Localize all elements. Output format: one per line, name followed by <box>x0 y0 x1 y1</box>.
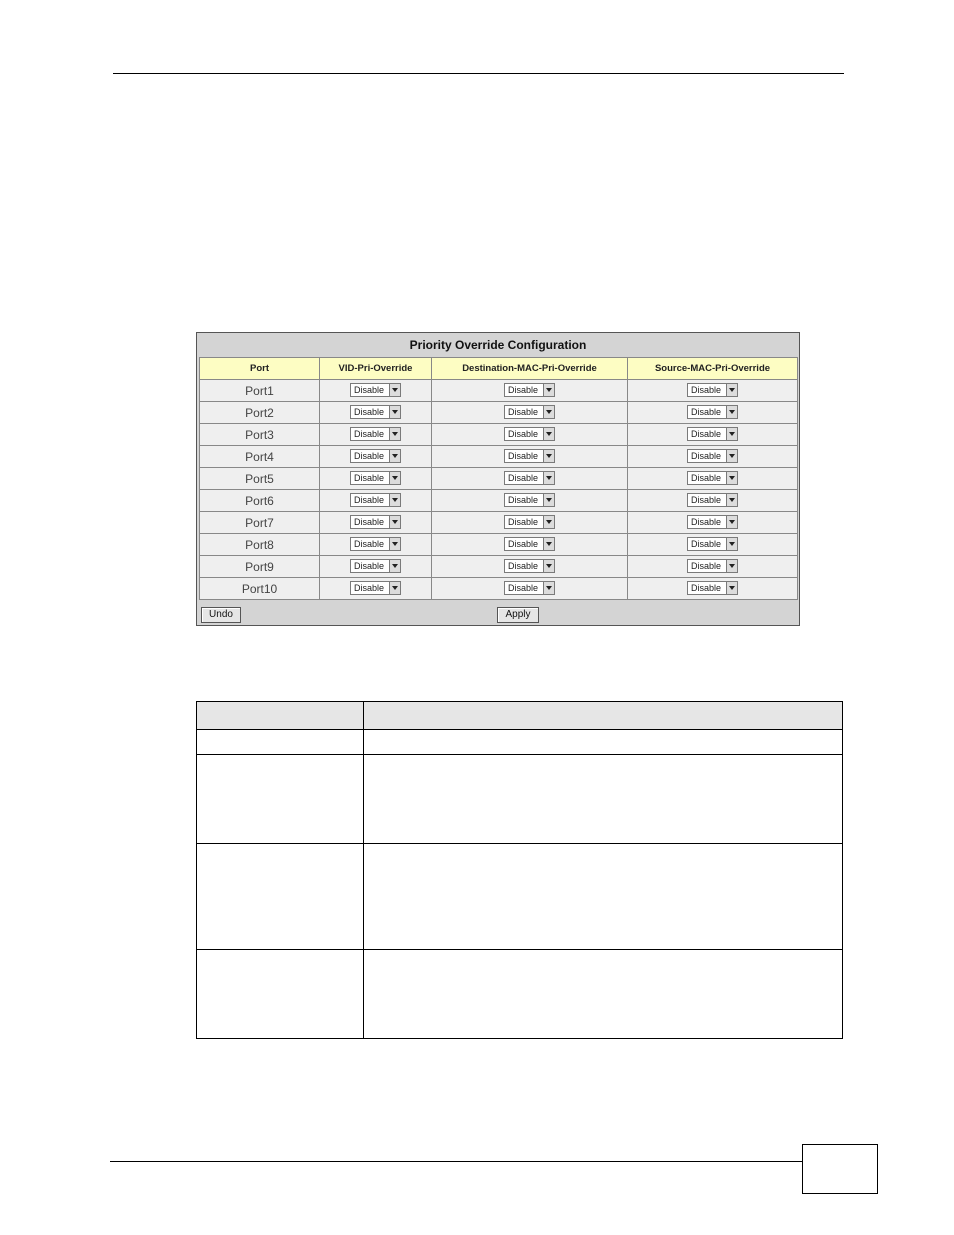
chevron-down-icon[interactable] <box>389 406 400 418</box>
port-label: Port4 <box>200 446 320 468</box>
src-mac-pri-override-select[interactable] <box>687 383 738 397</box>
select-value: Disable <box>354 473 385 484</box>
page-number-box <box>802 1144 878 1194</box>
vid-pri-override-select[interactable] <box>350 515 401 529</box>
vid-pri-override-select[interactable] <box>350 405 401 419</box>
config-title: Priority Override Configuration <box>409 338 587 352</box>
select-value: Disable <box>691 539 722 550</box>
port-label: Port10 <box>200 578 320 600</box>
table-row <box>197 950 843 1039</box>
chevron-down-icon[interactable] <box>389 384 400 396</box>
col-header-port: Port <box>200 358 320 380</box>
table-row <box>200 556 798 578</box>
chevron-down-icon[interactable] <box>726 472 737 484</box>
select-value: Disable <box>508 561 539 572</box>
vid-pri-override-select[interactable] <box>350 493 401 507</box>
table-row <box>200 512 798 534</box>
select-value: Disable <box>508 517 539 528</box>
select-value: Disable <box>508 495 539 506</box>
src-mac-pri-override-select[interactable] <box>687 515 738 529</box>
footer-rule <box>110 1161 802 1162</box>
port-label: Port9 <box>200 556 320 578</box>
chevron-down-icon[interactable] <box>389 538 400 550</box>
chevron-down-icon[interactable] <box>389 582 400 594</box>
chevron-down-icon[interactable] <box>543 494 554 506</box>
select-value: Disable <box>691 517 722 528</box>
chevron-down-icon[interactable] <box>543 472 554 484</box>
select-value: Disable <box>691 385 722 396</box>
src-mac-pri-override-select[interactable] <box>687 405 738 419</box>
chevron-down-icon[interactable] <box>726 494 737 506</box>
src-mac-pri-override-select[interactable] <box>687 581 738 595</box>
chevron-down-icon[interactable] <box>726 450 737 462</box>
chevron-down-icon[interactable] <box>389 516 400 528</box>
table-row <box>200 468 798 490</box>
dest-mac-pri-override-select[interactable] <box>504 537 555 551</box>
src-mac-pri-override-select[interactable] <box>687 559 738 573</box>
table-row <box>200 380 798 402</box>
priority-override-table <box>199 357 798 600</box>
vid-pri-override-select[interactable] <box>350 537 401 551</box>
src-mac-pri-override-select[interactable] <box>687 427 738 441</box>
chevron-down-icon[interactable] <box>543 384 554 396</box>
table-header-row <box>200 358 798 380</box>
dest-mac-pri-override-select[interactable] <box>504 515 555 529</box>
chevron-down-icon[interactable] <box>389 494 400 506</box>
chevron-down-icon[interactable] <box>726 428 737 440</box>
chevron-down-icon[interactable] <box>389 472 400 484</box>
table-row <box>200 578 798 600</box>
src-mac-pri-override-select[interactable] <box>687 471 738 485</box>
src-mac-pri-override-select[interactable] <box>687 537 738 551</box>
chevron-down-icon[interactable] <box>726 538 737 550</box>
chevron-down-icon[interactable] <box>726 406 737 418</box>
port-label: Port3 <box>200 424 320 446</box>
chevron-down-icon[interactable] <box>543 428 554 440</box>
select-value: Disable <box>508 539 539 550</box>
select-value: Disable <box>508 583 539 594</box>
port-label: Port5 <box>200 468 320 490</box>
select-value: Disable <box>354 561 385 572</box>
dest-mac-pri-override-select[interactable] <box>504 383 555 397</box>
dest-mac-pri-override-select[interactable] <box>504 581 555 595</box>
src-mac-pri-override-select[interactable] <box>687 449 738 463</box>
vid-pri-override-select[interactable] <box>350 471 401 485</box>
port-label: Port2 <box>200 402 320 424</box>
dest-mac-pri-override-select[interactable] <box>504 449 555 463</box>
undo-button[interactable]: Undo <box>201 607 241 623</box>
col-header-src-mac: Source-MAC-Pri-Override <box>628 358 798 380</box>
priority-override-screenshot <box>196 332 800 626</box>
chevron-down-icon[interactable] <box>726 560 737 572</box>
chevron-down-icon[interactable] <box>389 450 400 462</box>
select-value: Disable <box>354 385 385 396</box>
chevron-down-icon[interactable] <box>726 516 737 528</box>
vid-pri-override-select[interactable] <box>350 383 401 397</box>
dest-mac-pri-override-select[interactable] <box>504 471 555 485</box>
select-value: Disable <box>354 517 385 528</box>
dest-mac-pri-override-select[interactable] <box>504 427 555 441</box>
chevron-down-icon[interactable] <box>389 428 400 440</box>
chevron-down-icon[interactable] <box>389 560 400 572</box>
desc-header-description <box>364 702 843 730</box>
select-value: Disable <box>354 583 385 594</box>
vid-pri-override-select[interactable] <box>350 449 401 463</box>
select-value: Disable <box>691 583 722 594</box>
header-rule <box>113 73 844 74</box>
table-row <box>200 446 798 468</box>
port-label: Port1 <box>200 380 320 402</box>
table-row <box>197 844 843 950</box>
chevron-down-icon[interactable] <box>543 560 554 572</box>
table-row <box>200 490 798 512</box>
port-label: Port6 <box>200 490 320 512</box>
chevron-down-icon[interactable] <box>543 406 554 418</box>
chevron-down-icon[interactable] <box>543 450 554 462</box>
chevron-down-icon[interactable] <box>543 516 554 528</box>
chevron-down-icon[interactable] <box>726 582 737 594</box>
table-row <box>200 424 798 446</box>
select-value: Disable <box>354 407 385 418</box>
select-value: Disable <box>508 451 539 462</box>
select-value: Disable <box>691 451 722 462</box>
desc-header-row <box>197 702 843 730</box>
select-value: Disable <box>508 385 539 396</box>
port-label: Port8 <box>200 534 320 556</box>
description-table <box>196 701 843 1039</box>
vid-pri-override-select[interactable] <box>350 427 401 441</box>
table-row <box>200 534 798 556</box>
dest-mac-pri-override-select[interactable] <box>504 405 555 419</box>
table-row <box>197 730 843 755</box>
table-row <box>197 755 843 844</box>
select-value: Disable <box>508 429 539 440</box>
src-mac-pri-override-select[interactable] <box>687 493 738 507</box>
select-value: Disable <box>354 451 385 462</box>
apply-button[interactable]: Apply <box>497 607 539 623</box>
select-value: Disable <box>691 473 722 484</box>
table-row <box>200 402 798 424</box>
select-value: Disable <box>691 429 722 440</box>
dest-mac-pri-override-select[interactable] <box>504 559 555 573</box>
vid-pri-override-select[interactable] <box>350 581 401 595</box>
col-header-vid: VID-Pri-Override <box>320 358 432 380</box>
select-value: Disable <box>691 561 722 572</box>
select-value: Disable <box>354 429 385 440</box>
select-value: Disable <box>354 495 385 506</box>
select-value: Disable <box>691 407 722 418</box>
chevron-down-icon[interactable] <box>543 582 554 594</box>
port-label: Port7 <box>200 512 320 534</box>
chevron-down-icon[interactable] <box>726 384 737 396</box>
dest-mac-pri-override-select[interactable] <box>504 493 555 507</box>
desc-header-label <box>197 702 364 730</box>
vid-pri-override-select[interactable] <box>350 559 401 573</box>
select-value: Disable <box>508 473 539 484</box>
select-value: Disable <box>354 539 385 550</box>
select-value: Disable <box>508 407 539 418</box>
select-value: Disable <box>691 495 722 506</box>
chevron-down-icon[interactable] <box>543 538 554 550</box>
col-header-dest-mac: Destination-MAC-Pri-Override <box>432 358 628 380</box>
